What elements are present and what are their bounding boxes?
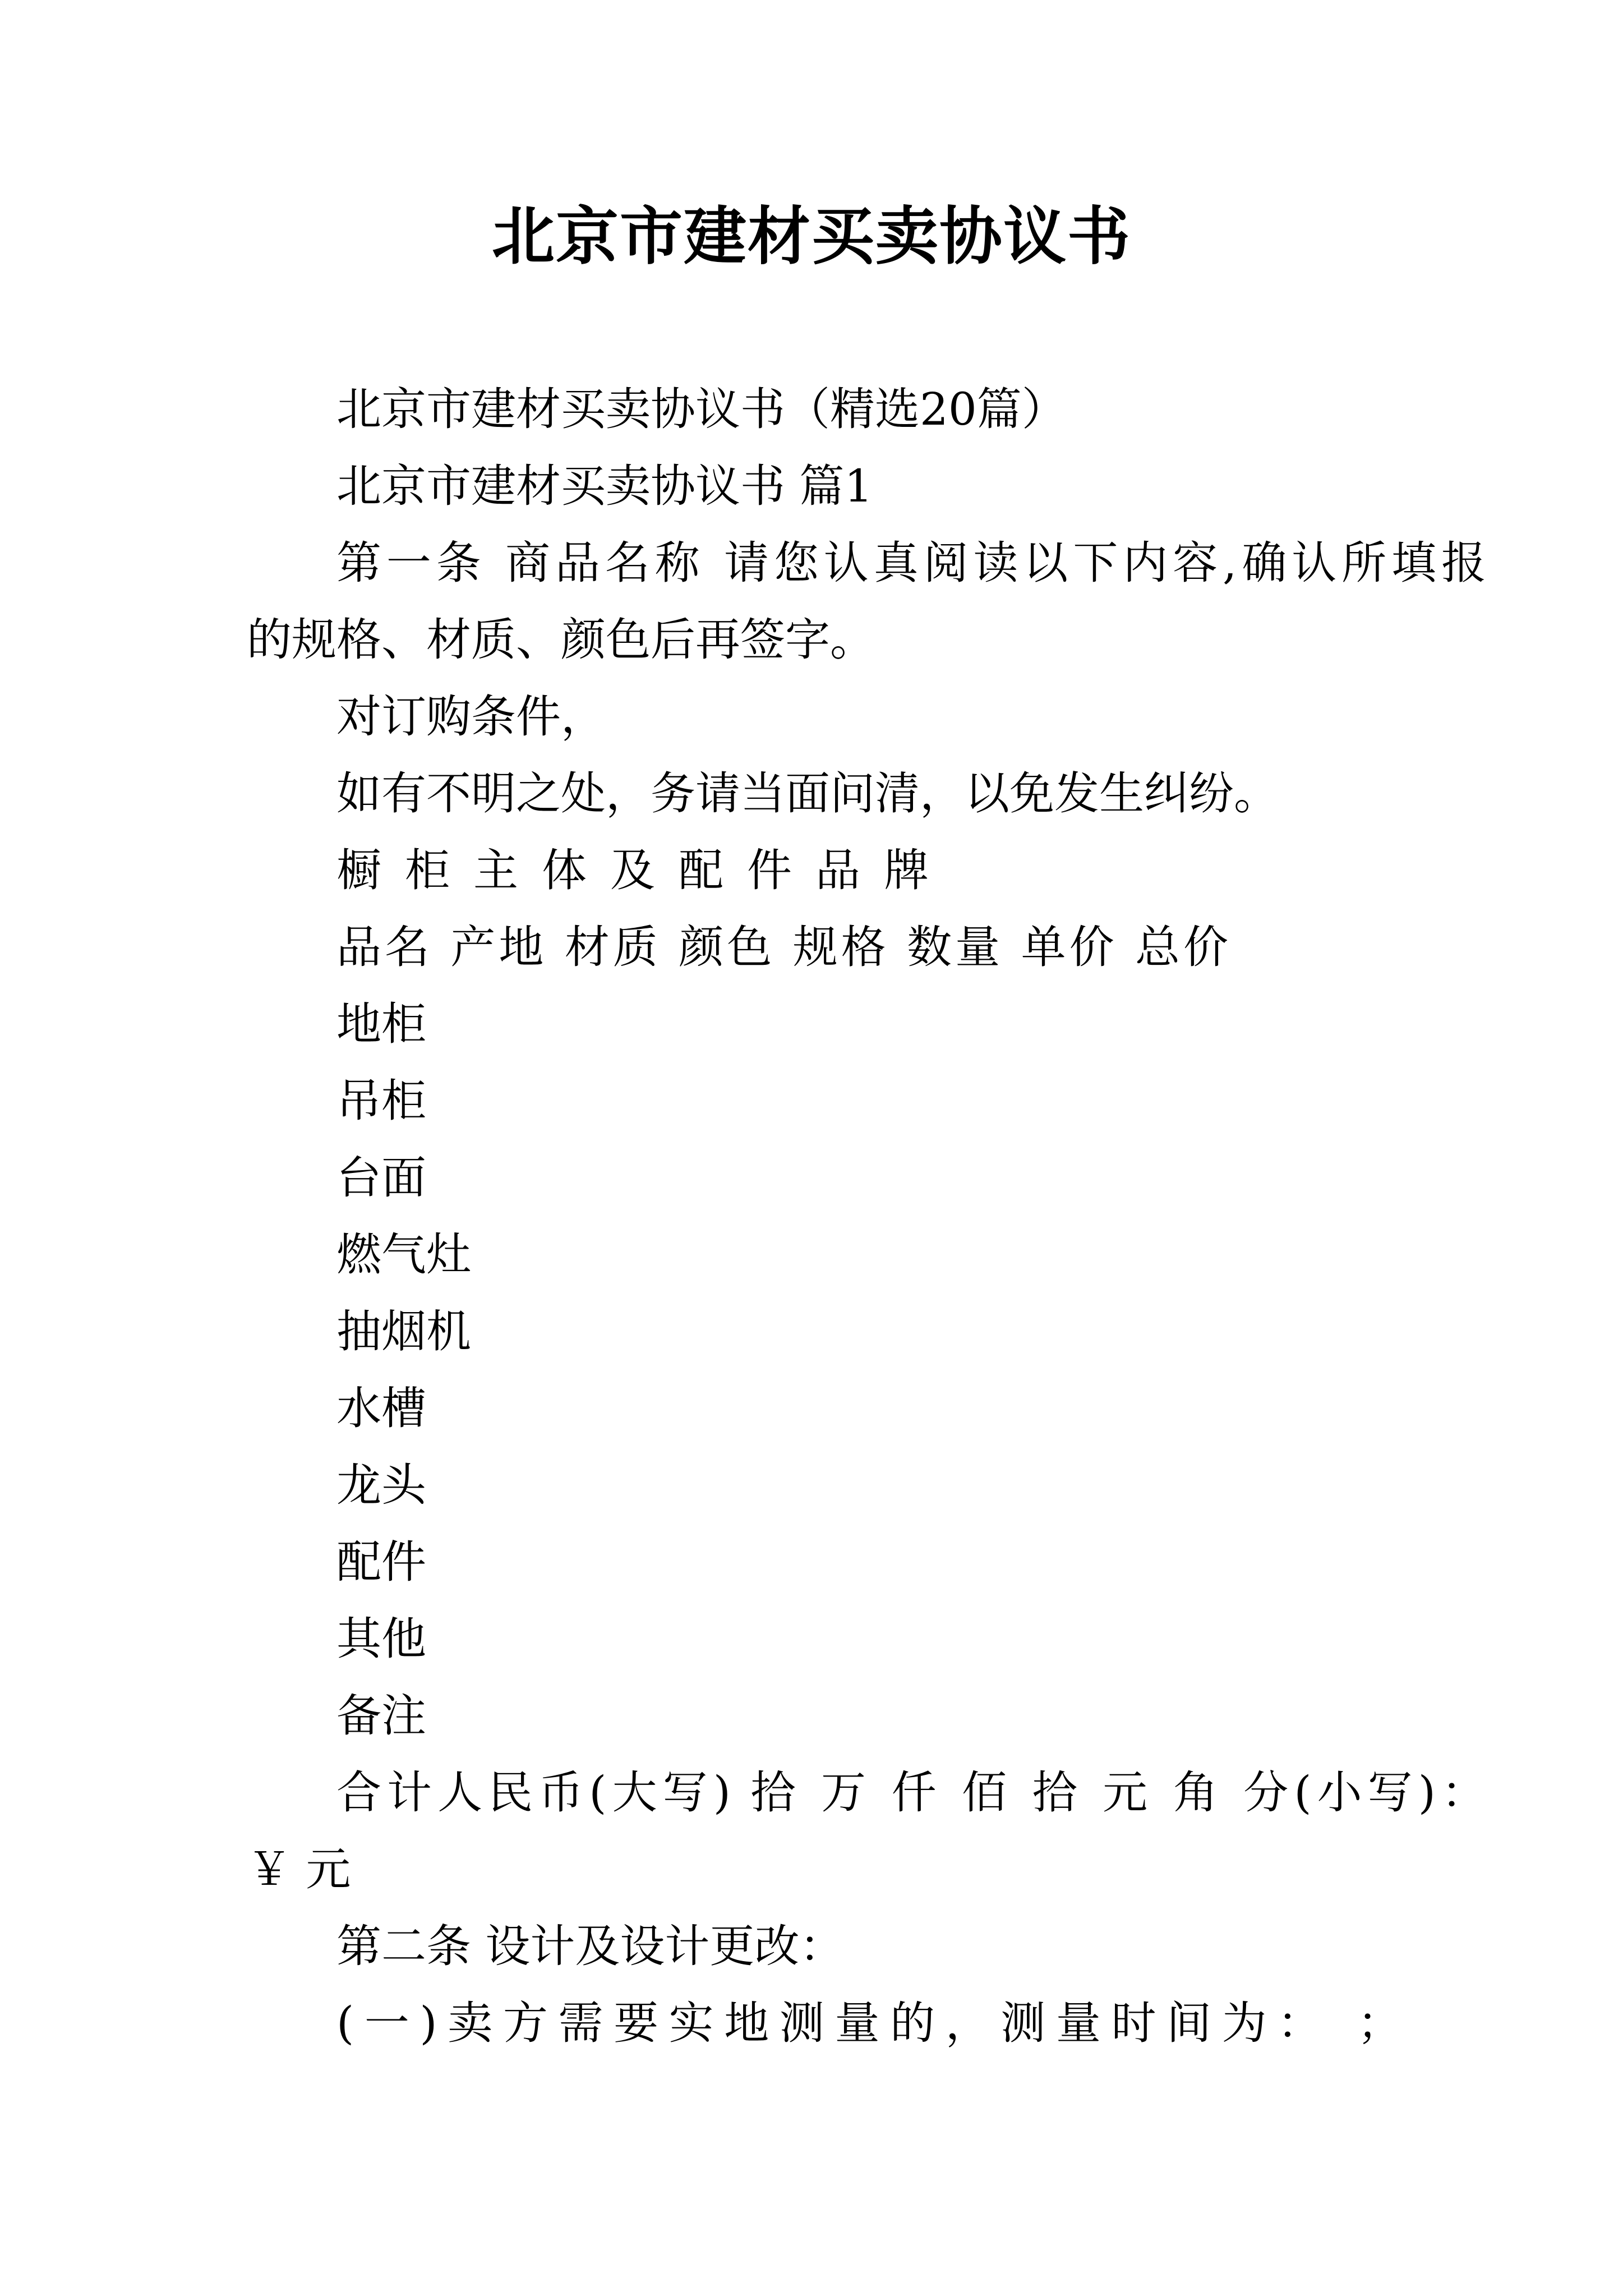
table-row-label: 龙头 bbox=[336, 1459, 426, 1511]
table-row-label: 备注 bbox=[336, 1690, 426, 1742]
table-row-label: 吊柜 bbox=[336, 1075, 426, 1127]
table-row-label: 抽烟机 bbox=[336, 1305, 471, 1358]
paragraph-line: 的规格、材质、颜色后再签字。 bbox=[247, 614, 875, 666]
paragraph-line: 第二条 设计及设计更改： bbox=[336, 1920, 845, 1972]
table-caption: 橱柜主体及配件品牌 bbox=[336, 844, 952, 896]
paragraph-line: 如有不明之处，务请当面问清，以免发生纠纷。 bbox=[336, 767, 1279, 820]
document-title: 北京市建材买卖协议书 bbox=[492, 200, 1131, 273]
paragraph-line: 第一条 商品名称 请您认真阅读以下内容,确认所填报 bbox=[336, 537, 1486, 589]
section-heading: 北京市建材买卖协议书 篇1 bbox=[336, 460, 873, 512]
paragraph-line: 对订购条件， bbox=[336, 691, 606, 743]
table-row-label: 水槽 bbox=[336, 1382, 426, 1434]
table-row-label: 其他 bbox=[336, 1613, 426, 1665]
table-header-row: 品名 产地 材质 颜色 规格 数量 单价 总价 bbox=[336, 921, 1232, 973]
paragraph-line: (一)卖方需要实地测量的，测量时间为： ； bbox=[336, 1997, 1402, 2049]
table-row-label: 地柜 bbox=[336, 998, 426, 1050]
table-row-label: 配件 bbox=[336, 1536, 426, 1588]
table-row-label: 燃气灶 bbox=[336, 1228, 471, 1281]
total-amount-line: ￥ 元 bbox=[247, 1843, 351, 1895]
table-row-label: 台面 bbox=[336, 1152, 426, 1204]
subtitle-line: 北京市建材买卖协议书（精选20篇） bbox=[336, 383, 1067, 435]
total-amount-line: 合计人民币(大写) 拾 万 仟 佰 拾 元 角 分(小写)： bbox=[336, 1766, 1486, 1819]
